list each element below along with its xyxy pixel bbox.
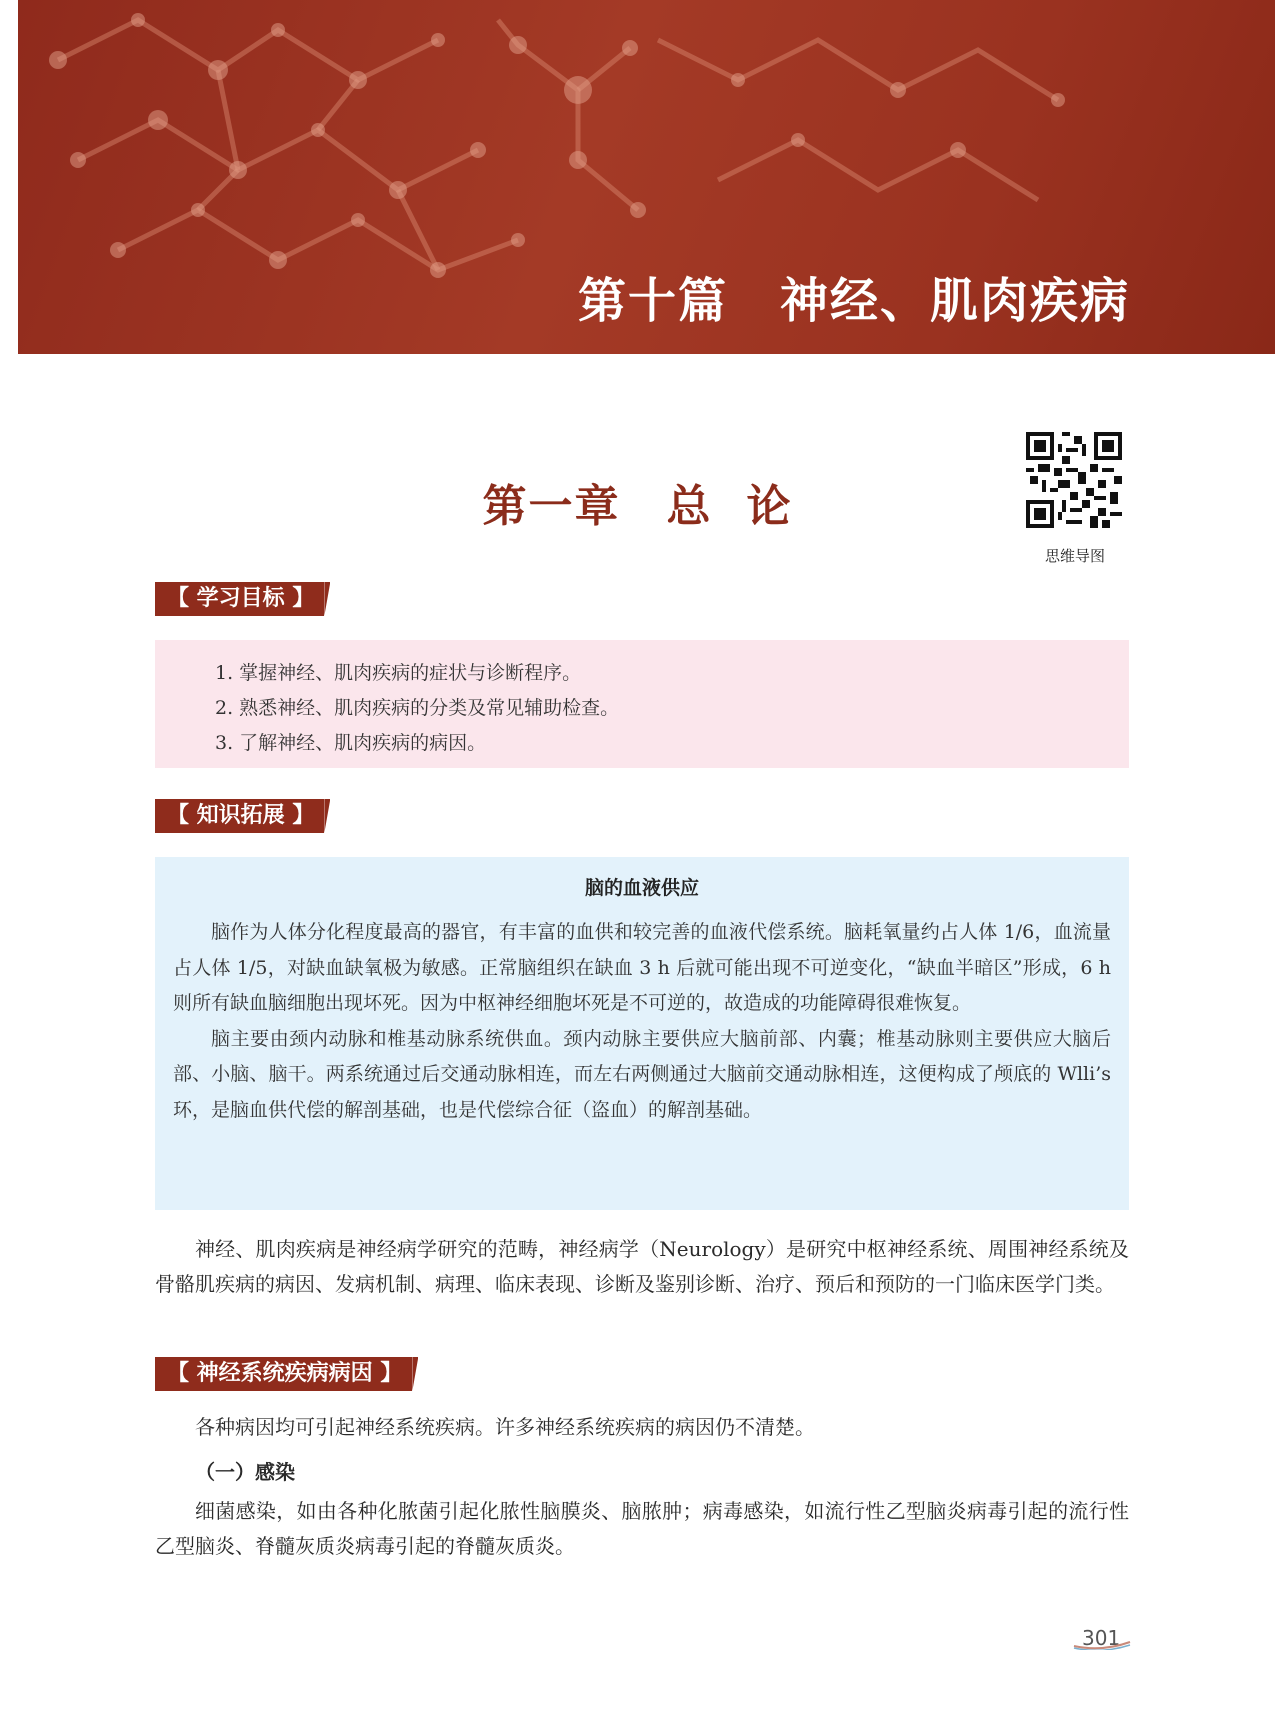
chapter-number: 第一章 [482, 481, 621, 532]
infection-paragraph: 细菌感染，如由各种化脓菌引起化脓性脑膜炎、脑脓肿；病毒感染，如流行性乙型脑炎病毒引起的流行性乙型脑炎、脊髓灰质炎病毒引起的脊髓灰质炎。 [155, 1499, 1129, 1558]
infection-subheading: （一）感染 [195, 1460, 295, 1484]
chapter-name-2: 论 [746, 481, 793, 532]
objective-item-3: 3. 了解神经、肌肉疾病的病因。 [215, 732, 487, 754]
qr-code-icon[interactable] [1026, 432, 1122, 528]
extension-paragraph-2: 脑主要由颈内动脉和椎基动脉系统供血。颈内动脉主要供应大脑前部、内囊；椎基动脉则主要供应大脑后部、小脑、脑干。两系统通过后交通动脉相连，而左右两侧通过大脑前交通动脉相连，这便构成了颅底的 Wlli’s 环，是脑血供代偿的解剖基础，也是代偿综合征（盗血）的解剖基础。 [173, 1027, 1111, 1121]
causes-heading: 【 神经系统疾病病因 】 [155, 1357, 412, 1391]
extension-paragraph-1: 脑作为人体分化程度最高的器官，有丰富的血供和较完善的血液代偿系统。脑耗氧量约占人体 1/6，血流量占人体 1/5，对缺血缺氧极为敏感。正常脑组织在缺血 3 h 后就可能出现不可逆变化，“缺血半暗区”形成，6 h 则所有缺血脑细胞出现坏死。因为中枢神经细胞坏死是不可逆的，故造成的功能障碍很难恢复。 [173, 921, 1111, 1014]
part-title [578, 262, 1130, 331]
knowledge-extension-box [155, 857, 1129, 1210]
qr-label: 思维导图 [1044, 547, 1105, 565]
learning-objectives-box [155, 640, 1129, 768]
knowledge-extension-heading: 【 知识拓展 】 [155, 799, 324, 833]
causes-intro: 各种病因均可引起神经系统疾病。许多神经系统疾病的病因仍不清楚。 [195, 1415, 815, 1439]
part-number: 第十篇 [577, 273, 728, 329]
part-name: 神经、肌肉疾病 [779, 273, 1130, 329]
chapter-name-1: 总 [666, 481, 713, 532]
extension-body [173, 915, 1111, 1128]
part-banner [18, 0, 1275, 354]
intro-paragraph: 神经、肌肉疾病是神经病学研究的范畴，神经病学（Neurology）是研究中枢神经系统、周围神经系统及骨骼肌疾病的病因、发病机制、病理、临床表现、诊断及鉴别诊断、治疗、预后和预防的一门临床医学门类。 [155, 1237, 1129, 1296]
page-number: 301 [1082, 1626, 1121, 1650]
objective-item-1: 1. 掌握神经、肌肉疾病的症状与诊断程序。 [215, 662, 582, 684]
extension-title: 脑的血液供应 [584, 877, 699, 899]
page-swoosh-icon [1072, 1636, 1132, 1650]
learning-objectives-heading: 【 学习目标 】 [155, 582, 324, 616]
objective-item-2: 2. 熟悉神经、肌肉疾病的分类及常见辅助检查。 [215, 697, 620, 719]
